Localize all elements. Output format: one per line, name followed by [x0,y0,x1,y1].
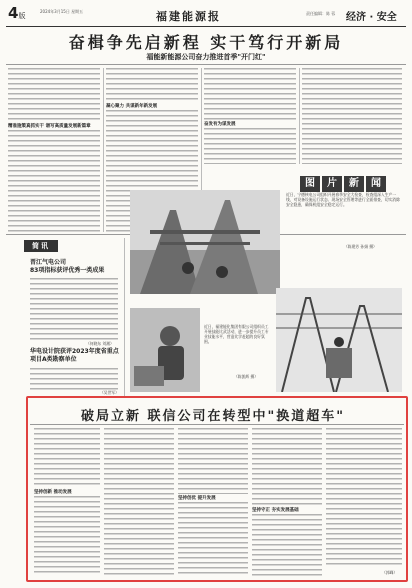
newspaper-page [6,4,406,584]
main-subheadline: 福能新能源公司奋力推进首季"开门红" [146,53,266,61]
photo-byline-2: （陈凯辉 摄） [234,374,258,379]
brief-byline-2: （吴世军） [100,390,119,395]
brief-headline-1: 晋江气电公司 83项指标获评优秀一类成果 [30,259,105,274]
brief-text-2 [30,368,118,390]
column-rule [103,68,104,232]
main-story-subhead: 精准施策真抓实干 谱写高质量发展新篇章 [8,122,100,130]
photo-news-banner [300,171,396,187]
divider [6,64,406,65]
main-story-column-3 [204,68,296,164]
feature-signature: （郭峰） [382,570,398,575]
news-photo-3 [276,288,402,392]
substation-photo-image [276,288,402,392]
photo-byline-1: （陈建芳 孙娟 摄） [344,244,377,249]
worker-photo-image [130,308,200,392]
feature-column-3 [178,428,248,576]
main-story-subhead: 凝心聚力 共谋新年新发展 [106,102,198,110]
date-line: 2024年3月15日 星期五 [40,9,84,14]
feature-column-2 [104,428,174,576]
briefs-title: 简讯 [24,240,58,252]
news-photo-1 [130,190,280,294]
banner-char: 闻 [366,176,386,192]
industrial-scene-image [130,190,280,294]
feature-column-5 [326,428,402,568]
brief-text-1 [30,278,118,340]
section-title: 经济 · 安全 [346,12,397,23]
feature-subhead: 坚持创新 推动发展 [34,488,100,496]
banner-char: 图 [300,176,320,192]
news-photo-2 [130,308,200,392]
banner-char: 片 [322,176,342,192]
editor-line: 责任编辑：陈 蓉 [306,11,336,16]
divider [30,424,404,425]
column-rule [299,68,300,164]
feature-headline: 破局立新 联信公司在转型中"换道超车" [80,409,346,424]
main-story-column-4 [302,68,402,164]
banner-char: 新 [344,176,364,192]
photo-caption-1: 近日，宁德核电公司组织开展春季安全大检查，检查组深入生产一线，对设备设施运行状态、现场安全管理等进行全面排查，切实消除安全隐患，确保机组安全稳定运行。 [286,192,400,207]
main-story-column-1 [8,68,100,232]
main-headline: 奋楫争先启新程 实干笃行开新局 [68,33,344,52]
page-number: 4版 [8,4,26,22]
brief-headline-2: 华电设计院获评2023年度省重点项目A类勘察单位 [30,348,119,363]
masthead [6,4,406,27]
brief-byline-1: （何晓东 刘湘） [86,341,114,346]
main-story-subhead: 奋发有为谋发展 [204,120,296,128]
feature-subhead: 坚持创优 提升发展 [178,494,248,502]
feature-column-4 [252,428,322,576]
feature-subhead: 坚持守正 夯实发展基础 [252,506,322,514]
paper-name: 福建能源报 [156,10,221,23]
photo-caption-2: 近日，福建能化集团有限公司组织员工开展技能比武活动，进一步提升员工专业技能水平，营造比学赶超的良好氛围。 [204,324,269,344]
column-rule [124,238,125,396]
feature-column-1 [34,428,100,576]
